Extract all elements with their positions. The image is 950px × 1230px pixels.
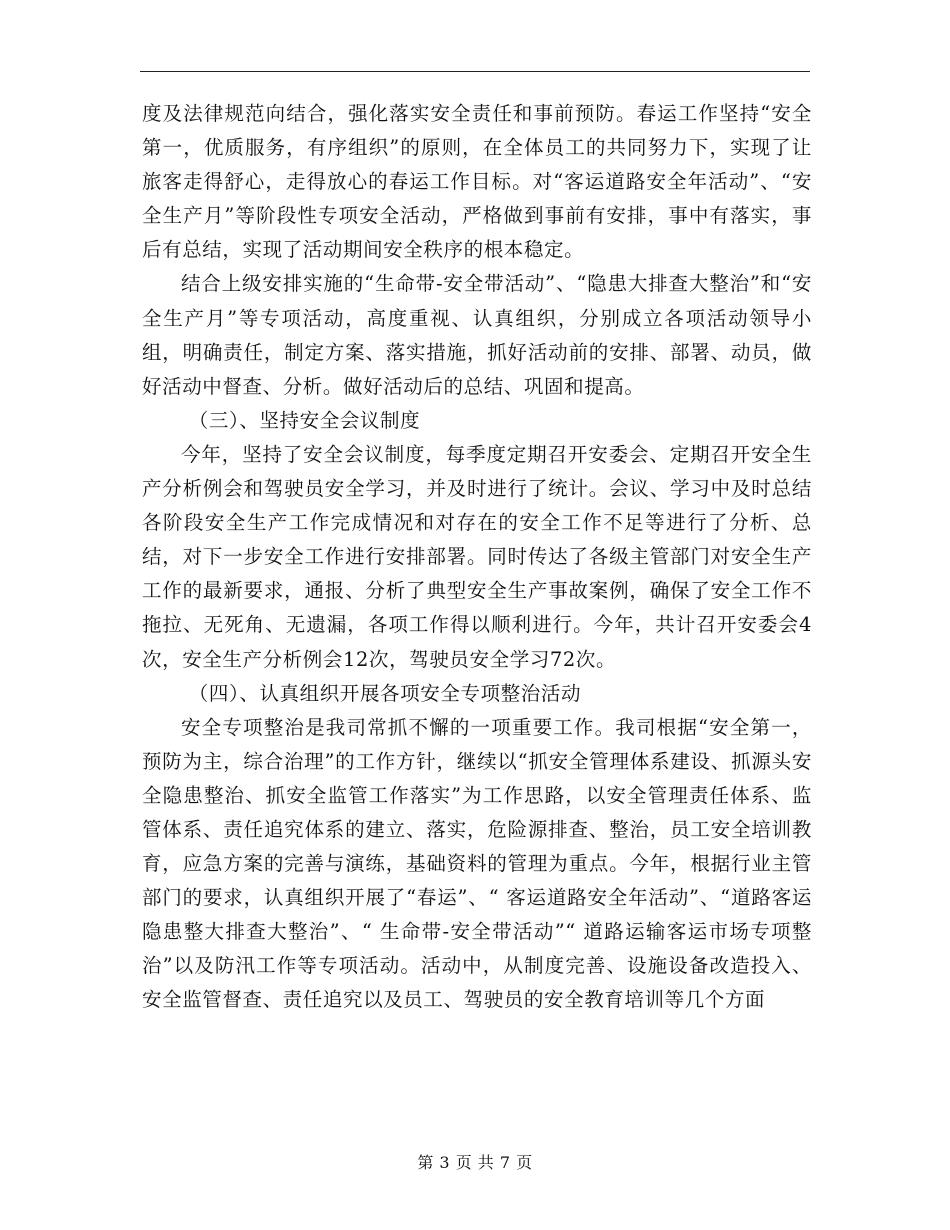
paragraph-safety-meetings: 今年，坚持了安全会议制度，每季度定期召开安委会、定期召开安全生产分析例会和驾驶员安全学习，并及时进行了统计。会议、学习中及时总结各阶段安全生产工作完成情况和对存在的安全工作不足等进行了分析、总结，对下一步安全工作进行安排部署。同时传达了各级主管部门对安全生产工作的最新要求，通报、分析了典型安全生产事故案例，确保了安全工作不拖拉、无死角、无遗漏，各项工作得以顺利进行。今年，共计召开安委会4次，安全生产分析例会12次，驾驶员安全学习72次。 — [142, 442, 812, 671]
page-body — [142, 97, 812, 1018]
paragraph-special-rectification: 安全专项整治是我司常抓不懈的一项重要工作。我司根据“安全第一，预防为主，综合治理”的工作方针，继续以“抓安全管理体系建设、抓源头安全隐患整治、抓安全监管工作落实”为工作思路，以安全管理责任体系、监管体系、责任追究体系的建立、落实，危险源排查、整治，员工安全培训教育，应急方案的完善与演练，基础资料的管理为重点。今年，根据行业主管部门的要求，认真组织开展了“春运”、“ 客运道路安全年活动”、“道路客运隐患整大排查大整治”、“ 生命带-安全带活动”“ 道路运输客运市场专项整治”以及防汛工作等专项活动。活动中，从制度完善、设施设备改造投入、安全监管督查、责任追究以及员工、驾驶员的安全教育培训等几个方面 — [142, 715, 812, 1012]
section-heading-4: （四）、认真组织开展各项安全专项整治活动 — [188, 681, 582, 705]
paragraph-special-activities: 结合上级安排实施的“生命带-安全带活动”、“隐患大排查大整治”和“安全生产月”等专项活动，高度重视、认真组织，分别成立各项活动领导小组，明确责任，制定方案、落实措施，抓好活动前的安排、部署、动员，做好活动中督查、分析。做好活动后的总结、巩固和提高。 — [142, 272, 812, 398]
paragraph-continuation: 度及法律规范向结合，强化落实安全责任和事前预防。春运工作坚持“安全第一，优质服务，有序组织”的原则，在全体员工的共同努力下，实现了让旅客走得舒心，走得放心的春运工作目标。对“客运道路安全年活动”、“安全生产月”等阶段性专项安全活动，严格做到事前有安排，事中有落实，事后有总结，实现了活动期间安全秩序的根本稳定。 — [142, 102, 812, 262]
section-heading-3: （三）、坚持安全会议制度 — [188, 408, 421, 432]
page-number-footer: 第 3 页 共 7 页 — [417, 1153, 533, 1172]
header-rule — [140, 71, 810, 72]
